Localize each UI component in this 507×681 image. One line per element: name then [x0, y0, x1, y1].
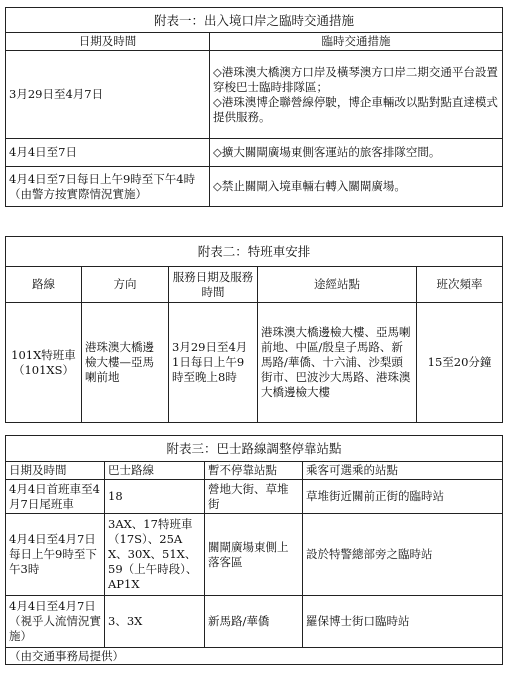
table-row — [6, 514, 503, 596]
table3-header-date: 日期及時間 — [6, 462, 105, 480]
table2-header-stops: 途經站點 — [258, 267, 417, 303]
table2-header-frequency: 班次頻率 — [417, 267, 503, 303]
table3-header-route: 巴士路線 — [105, 462, 205, 480]
table3-cell-skipped: 營地大街、草堆街 — [205, 480, 303, 514]
table1-cell-measure: ◇擴大關閘廣場東側客運站的旅客排隊空間。 — [210, 139, 503, 167]
table3-cell-date: 4月4日至4月7日每日上午9時至下午3時 — [6, 514, 105, 596]
table2-cell-service-time: 3月29日至4月1日每日上午9時至晚上8時 — [169, 303, 258, 423]
table3-cell-date: 4月4日首班車至4月7日尾班車 — [6, 480, 105, 514]
table1-cell-date: 4月4日至7日 — [6, 139, 210, 167]
table3-header-skipped-stops: 暫不停靠站點 — [205, 462, 303, 480]
table2-title: 附表二：特班車安排 — [6, 237, 503, 267]
table-row — [6, 303, 503, 423]
bus-route-adjustment-table — [5, 435, 503, 665]
source-note: （由交通事務局提供） — [6, 648, 503, 665]
border-crossing-measures-table — [5, 7, 503, 207]
table3-cell-route: 18 — [105, 480, 205, 514]
table3-cell-date: 4月4日至4月7日（視乎人流情況實施） — [6, 596, 105, 648]
table2-cell-stops: 港珠澳大橋邊檢大樓、亞馬喇前地、中區/殷皇子馬路、新馬路/華僑、十六浦、沙梨頭街市、巴波沙大馬路、港珠澳大橋邊檢大樓 — [258, 303, 417, 423]
table3-cell-route: 3、3X — [105, 596, 205, 648]
table3-title: 附表三：巴士路線調整停靠站點 — [6, 436, 503, 462]
table1-cell-date: 3月29日至4月7日 — [6, 51, 210, 139]
table-row — [6, 480, 503, 514]
table3-cell-skipped: 關閘廣場東側上落客區 — [205, 514, 303, 596]
table-row — [6, 596, 503, 648]
table3-cell-alternative: 羅保博士街口臨時站 — [303, 596, 503, 648]
table2-header-direction: 方向 — [82, 267, 169, 303]
table-row — [6, 139, 503, 167]
table1-header-date: 日期及時間 — [6, 33, 210, 51]
table-row — [6, 51, 503, 139]
table2-cell-route: 101X特班車（101XS） — [6, 303, 82, 423]
table2-cell-direction: 港珠澳大橋邊檢大樓—亞馬喇前地 — [82, 303, 169, 423]
table-row — [6, 167, 503, 207]
table2-header-route: 路線 — [6, 267, 82, 303]
special-bus-table — [5, 236, 503, 423]
table1-cell-measure: ◇港珠澳大橋澳方口岸及橫琴澳方口岸二期交通平台設置穿梭巴士臨時排隊區； ◇港珠澳博企聯營線停駛，博企車輛改以點對點直達模式提供服務。 — [210, 51, 503, 139]
table1-title: 附表一：出入境口岸之臨時交通措施 — [6, 8, 503, 33]
table3-header-alternative-stops: 乘客可選乘的站點 — [303, 462, 503, 480]
table3-cell-alternative: 設於特警總部旁之臨時站 — [303, 514, 503, 596]
table1-cell-measure: ◇禁止關閘入境車輛右轉入關閘廣場。 — [210, 167, 503, 207]
table3-cell-skipped: 新馬路/華僑 — [205, 596, 303, 648]
table2-cell-frequency: 15至20分鐘 — [417, 303, 503, 423]
table2-header-service-time: 服務日期及服務時間 — [169, 267, 258, 303]
table1-header-measures: 臨時交通措施 — [210, 33, 503, 51]
table1-cell-date: 4月4日至7日每日上午9時至下午4時（由警方按實際情況實施） — [6, 167, 210, 207]
table3-cell-route: 3AX、17特班車（17S）、25AX、30X、51X、59（上午時段）、AP1X — [105, 514, 205, 596]
table3-cell-alternative: 草堆街近關前正街的臨時站 — [303, 480, 503, 514]
